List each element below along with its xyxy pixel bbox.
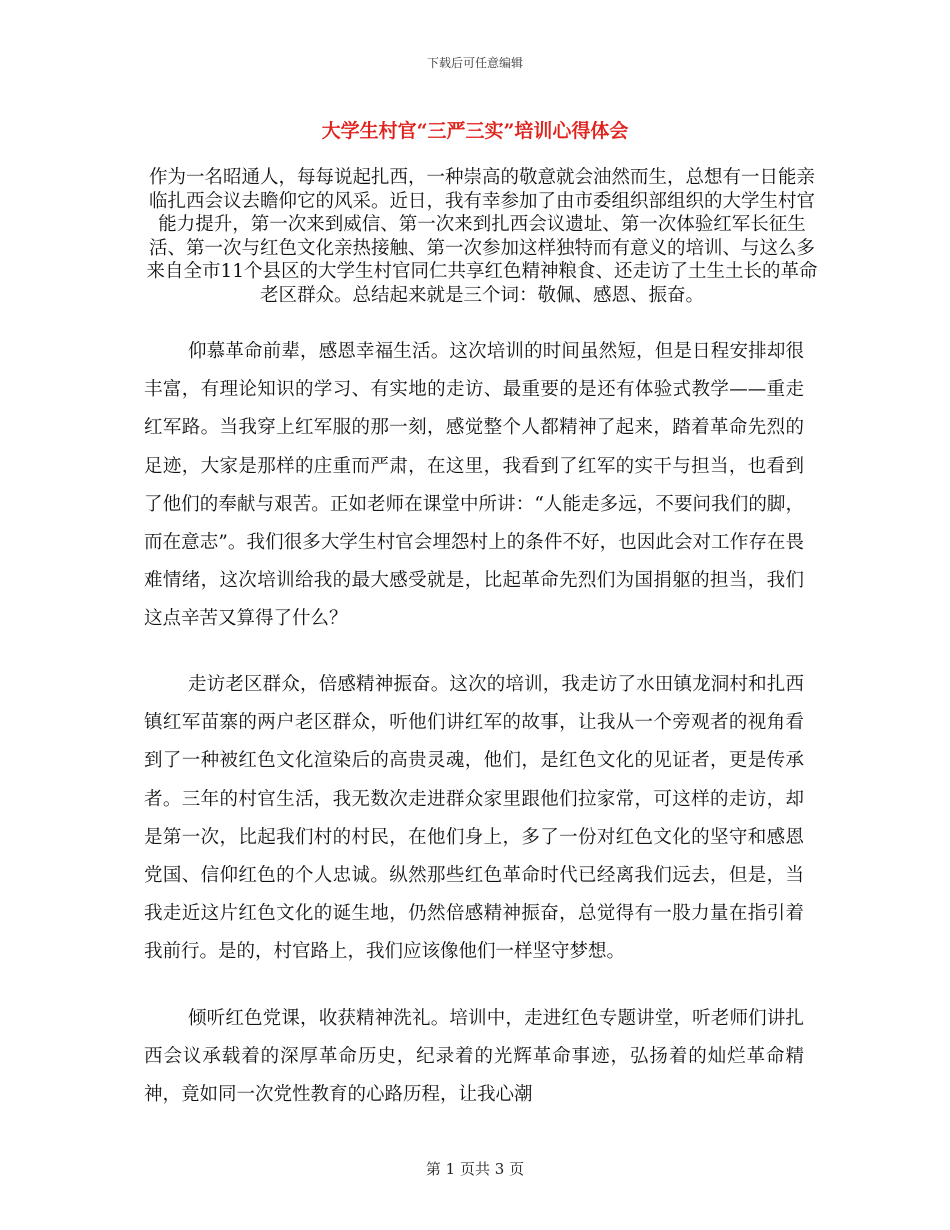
header-note: 下载后可任意编辑	[426, 56, 523, 70]
body-paragraph-1: 仰慕革命前辈，感恩幸福生活。这次培训的时间虽然短，但是日程安排却很丰富，有理论知识的学习、有实地的走访、最重要的是还有体验式教学——重走红军路。当我穿上红军服的那一刻，感觉整个人都精神了起来，踏着革命先烈的足迹，大家是那样的庄重而严肃，在这里，我看到了红军的实干与担当，也看到了他们的奉献与艰苦。正如老师在课堂中所讲：“人能走多远，不要问我们的脚，而在意志”。我们很多大学生村官会埋怨村上的条件不好，也因此会对工作存在畏难情绪，这次培训给我的最大感受就是，比起革命先烈们为国捐躯的担当，我们这点辛苦又算得了什么？	[144, 341, 804, 630]
body-paragraph-2: 走访老区群众，倍感精神振奋。这次的培训，我走访了水田镇龙洞村和扎西镇红军苗寨的两户老区群众，听他们讲红军的故事，让我从一个旁观者的视角看到了一种被红色文化渲染后的高贵灵魂，他们，是红色文化的见证者，更是传承者。三年的村官生活，我无数次走进群众家里跟他们拉家常，可这样的走访，却是第一次，比起我们村的村民，在他们身上，多了一份对红色文化的坚守和感恩党国、信仰红色的个人忠诚。纵然那些红色革命时代已经离我们远去，但是，当我走近这片红色文化的诞生地，仍然倍感精神振奋，总觉得有一股力量在指引着我前行。是的，村官路上，我们应该像他们一样坚守梦想。	[144, 674, 804, 963]
document-title: 大学生村官“三严三实”培训心得体会	[321, 120, 629, 142]
body-paragraph-3: 倾听红色党课，收获精神洗礼。培训中，走进红色专题讲堂，听老师们讲扎西会议承载着的深厚革命历史，纪录着的光辉革命事迹，弘扬着的灿烂革命精神，竟如同一次党性教育的心路历程，让我心潮	[144, 1008, 804, 1106]
intro-paragraph: 作为一名昭通人，每每说起扎西，一种崇高的敬意就会油然而生，总想有一日能亲临扎西会议去瞻仰它的风采。近日，我有幸参加了由市委组织部组织的大学生村官能力提升，第一次来到威信、第一次来到扎西会议遗址、第一次体验红军长征生活、第一次与红色文化亲热接触、第一次参加这样独特而有意义的培训、与这么多来自全市11个县区的大学生村官同仁共享红色精神粮食、还走访了土生土长的革命老区群众。总结起来就是三个词：敬佩、感恩、振奋。	[146, 167, 818, 306]
page-number-footer: 第 1 页共 3 页	[425, 1160, 525, 1178]
